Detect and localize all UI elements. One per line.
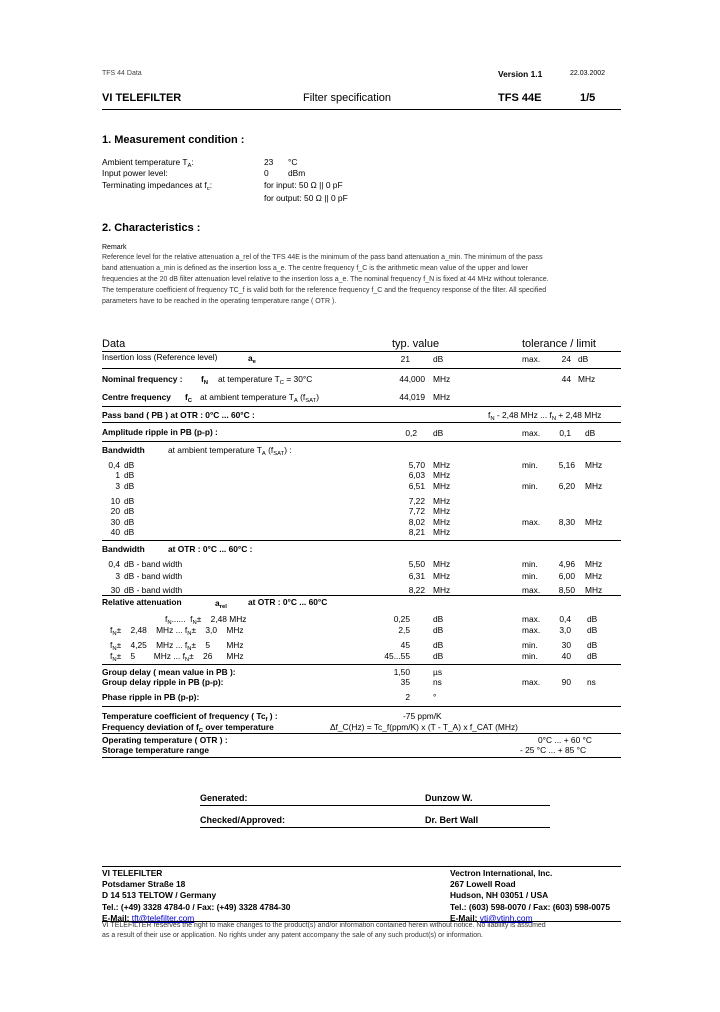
amplitude-ripple-lim: max. xyxy=(522,428,541,438)
input-power-label: Input power level: xyxy=(102,168,168,178)
row-divider xyxy=(102,733,621,734)
insertion-loss-unit: dB xyxy=(433,354,444,364)
footer-right-line: 267 Lowell Road xyxy=(450,879,516,890)
bandwidth-limval: 5,16 xyxy=(558,460,575,470)
group-delay-label: Group delay ripple in PB (p-p): xyxy=(102,677,224,687)
relative-attenuation-unit: dB xyxy=(433,625,444,635)
row-divider xyxy=(102,441,621,442)
relative-attenuation-limunit: dB xyxy=(587,614,598,624)
insertion-loss-limunit: dB xyxy=(578,354,589,364)
footer-left-email-line: E-Mail: tft@telefilter.com xyxy=(102,912,195,923)
footer-right-line: Tel.: (603) 598-0070 / Fax: (603) 598-0075 xyxy=(450,901,610,912)
relative-attenuation-lim: max. xyxy=(522,614,541,624)
header-doc-ref: TFS 44 Data xyxy=(102,70,142,77)
amplitude-ripple-unit: dB xyxy=(433,428,444,438)
relative-attenuation-lim: min. xyxy=(522,651,538,661)
bandwidth-lim: max. xyxy=(522,517,541,527)
bandwidth-level: 10 xyxy=(110,496,120,506)
amplitude-ripple-label: Amplitude ripple in PB (p-p) : xyxy=(102,427,218,437)
bandwidth-level-unit: dB xyxy=(124,517,135,527)
storage-temp-label: Storage temperature range xyxy=(102,745,210,755)
footer-left-line: Potsdamer Straße 18 xyxy=(102,879,186,890)
bandwidth-otr-level: 0,4 xyxy=(108,559,120,569)
ambient-temp-label: Ambient temperature $T_A$: xyxy=(102,157,194,169)
row-divider xyxy=(102,664,621,665)
table-header-typ: typ. value xyxy=(392,338,440,350)
relative-attenuation-range: $f_N\pm$ 4,25 MHz ... $f_N\pm$ 5 MHz xyxy=(110,640,244,652)
section2-heading: 2. Characteristics : xyxy=(102,222,201,234)
bandwidth-limval: 6,20 xyxy=(558,481,575,491)
bandwidth-level: 3 xyxy=(115,481,120,491)
bandwidth-level: 1 xyxy=(115,470,120,480)
group-delay-label: Phase ripple in PB (p-p): xyxy=(102,692,200,702)
insertion-loss-lim: max. xyxy=(522,354,541,364)
insertion-loss-typ: 21 xyxy=(400,354,410,364)
checked-by: Dr. Bert Wall xyxy=(425,815,479,825)
relative-attenuation-condition: at OTR : 0°C ... 60°C xyxy=(248,597,328,607)
header-date: 22.03.2002 xyxy=(570,70,606,77)
bandwidth-typ: 6,51 xyxy=(408,481,425,491)
ambient-temp-value: 23 xyxy=(264,157,274,167)
impedance-output: for output: 50 Ω || 0 pF xyxy=(264,193,348,203)
impedance-label: Terminating impedances at $f_c$: xyxy=(102,180,213,192)
remark-line: frequencies at the 20 dB filter attenuation level relative to the insertion loss a_e. The nominal frequency f_N is fixed at 44 MHz without tolerance. xyxy=(102,276,549,283)
relative-attenuation-typ: 0,25 xyxy=(393,614,410,624)
bandwidth-unit: MHz xyxy=(433,527,451,537)
row-divider xyxy=(102,368,621,369)
bandwidth-otr-typ: 6,31 xyxy=(408,571,425,581)
insertion-loss-limval: 24 xyxy=(561,354,571,364)
bandwidth-limunit: MHz xyxy=(585,517,603,527)
relative-attenuation-range: $f_N$...... $f_N\pm$ 2,48 MHz xyxy=(165,614,247,626)
bandwidth-typ: 7,72 xyxy=(408,506,425,516)
relative-attenuation-limunit: dB xyxy=(587,651,598,661)
bandwidth-otr-unit: MHz xyxy=(433,571,451,581)
generated-by: Dunzow W. xyxy=(425,793,473,803)
nominal-freq-unit: MHz xyxy=(433,374,451,384)
row-divider xyxy=(102,422,621,423)
nominal-freq-symbol: $f_N$ xyxy=(201,374,209,386)
insertion-loss-symbol: $a_e$ xyxy=(248,353,256,365)
group-delay-limval: 90 xyxy=(561,677,571,687)
footer-left-line: D 14 513 TELTOW / Germany xyxy=(102,890,217,901)
remark-line: Reference level for the relative attenuation a_rel of the TFS 44E is the minimum of the pass band attenuation a_min. The minimum of the pass xyxy=(102,254,543,261)
table-header-data: Data xyxy=(102,338,126,350)
pass-band-limit: $f_N - 2,48$ MHz ... $f_N + 2,48$ MHz xyxy=(488,410,602,422)
relative-attenuation-typ: 2,5 xyxy=(398,625,410,635)
group-delay-unit: µs xyxy=(433,667,443,677)
bandwidth-ambient-title: Bandwidth xyxy=(102,445,145,455)
bandwidth-otr-lim: min. xyxy=(522,571,538,581)
ambient-temp-unit: °C xyxy=(288,157,298,167)
bandwidth-level-unit: dB xyxy=(124,506,135,516)
bandwidth-otr-limval: 4,96 xyxy=(558,559,575,569)
header-company: VI TELEFILTER xyxy=(102,92,182,104)
nominal-freq-label: Nominal frequency : xyxy=(102,374,183,384)
row-divider xyxy=(102,706,621,707)
bandwidth-unit: MHz xyxy=(433,506,451,516)
operating-temp-label: Operating temperature ( OTR ) : xyxy=(102,735,228,745)
bandwidth-otr-lim: min. xyxy=(522,559,538,569)
footer-right-line: Vectron International, Inc. xyxy=(450,868,553,878)
group-delay-limunit: ns xyxy=(587,677,596,687)
bandwidth-level: 40 xyxy=(110,527,120,537)
bandwidth-ambient-condition: at ambient temperature $T_A$ $(f_{SAT})$ : xyxy=(168,445,292,457)
footer-left-line: VI TELEFILTER xyxy=(102,868,163,878)
insertion-loss-label: Insertion loss (Reference level) xyxy=(102,352,218,362)
bandwidth-unit: MHz xyxy=(433,481,451,491)
bandwidth-level: 20 xyxy=(110,506,120,516)
nominal-freq-limunit: MHz xyxy=(578,374,596,384)
bandwidth-lim: min. xyxy=(522,460,538,470)
bandwidth-limunit: MHz xyxy=(585,481,603,491)
bandwidth-otr-unit: MHz xyxy=(433,559,451,569)
remark-title: Remark xyxy=(102,244,127,251)
bandwidth-typ: 8,21 xyxy=(408,527,425,537)
bandwidth-typ: 6,03 xyxy=(408,470,425,480)
group-delay-lim: max. xyxy=(522,677,541,687)
bandwidth-unit: MHz xyxy=(433,517,451,527)
group-delay-typ: 2 xyxy=(405,692,410,702)
generated-label: Generated: xyxy=(200,793,248,803)
bandwidth-otr-level: 30 xyxy=(110,585,120,595)
centre-freq-unit: MHz xyxy=(433,392,451,402)
centre-freq-condition: at ambient temperature $T_A$ $(f_{SAT})$ xyxy=(200,392,320,404)
amplitude-ripple-limunit: dB xyxy=(585,428,596,438)
relative-attenuation-typ: 45...55 xyxy=(384,651,410,661)
centre-freq-label: Centre frequency xyxy=(102,392,171,402)
bandwidth-typ: 7,22 xyxy=(408,496,425,506)
footer-right-email-line: E-Mail: vti@vtinh.com xyxy=(450,912,533,923)
relative-attenuation-range: $f_N\pm$ 5 MHz ... $f_N\pm$ 26 MHz xyxy=(110,651,244,663)
bandwidth-level-unit: dB xyxy=(124,470,135,480)
relative-attenuation-symbol: $a_{rel}$ xyxy=(215,598,227,610)
bandwidth-level: 30 xyxy=(110,517,120,527)
bandwidth-typ: 5,70 xyxy=(408,460,425,470)
bandwidth-lim: min. xyxy=(522,481,538,491)
amplitude-ripple-limval: 0,1 xyxy=(559,428,571,438)
footer-left-email-link[interactable]: tft@telefilter.com xyxy=(131,912,195,923)
temp-coefficient-label: Temperature coefficient of frequency ( $Tc_f$ ) : xyxy=(102,711,278,723)
bandwidth-limval: 8,30 xyxy=(558,517,575,527)
input-power-unit: dBm xyxy=(288,168,306,178)
bandwidth-otr-level: 3 xyxy=(115,571,120,581)
bandwidth-otr-condition: at OTR : 0°C ... 60°C : xyxy=(168,544,253,554)
relative-attenuation-limunit: dB xyxy=(587,625,598,635)
header-part-number: TFS 44E xyxy=(498,92,542,104)
impedance-input: for input: 50 Ω || 0 pF xyxy=(264,180,343,190)
bandwidth-otr-typ: 8,22 xyxy=(408,585,425,595)
row-divider xyxy=(102,406,621,407)
bandwidth-limunit: MHz xyxy=(585,460,603,470)
bandwidth-otr-lim: max. xyxy=(522,585,541,595)
bandwidth-otr-limunit: MHz xyxy=(585,559,603,569)
header-page-number: 1/5 xyxy=(580,92,596,104)
relative-attenuation-limunit: dB xyxy=(587,640,598,650)
relative-attenuation-typ: 45 xyxy=(400,640,410,650)
remark-line: band attenuation a_min is defined as the insertion loss a_e. The centre frequency f_C is the arithmetic mean value of the upper and lower xyxy=(102,265,528,272)
nominal-freq-limval: 44 xyxy=(561,374,571,384)
relative-attenuation-title: Relative attenuation xyxy=(102,597,182,607)
amplitude-ripple-typ: 0,2 xyxy=(405,428,417,438)
bandwidth-otr-level-unit: dB - band width xyxy=(124,559,183,569)
operating-temp-value: 0°C ... + 60 °C xyxy=(538,735,592,745)
bandwidth-otr-limunit: MHz xyxy=(585,585,603,595)
bandwidth-level: 0,4 xyxy=(108,460,120,470)
bandwidth-otr-typ: 5,50 xyxy=(408,559,425,569)
relative-attenuation-limval: 40 xyxy=(561,651,571,661)
header-doc-title: Filter specification xyxy=(303,92,392,104)
checked-label: Checked/Approved: xyxy=(200,815,286,825)
bandwidth-unit: MHz xyxy=(433,460,451,470)
relative-attenuation-unit: dB xyxy=(433,614,444,624)
bandwidth-level-unit: dB xyxy=(124,527,135,537)
bandwidth-level-unit: dB xyxy=(124,460,135,470)
group-delay-unit: ns xyxy=(433,677,442,687)
header-divider xyxy=(102,109,621,110)
bandwidth-unit: MHz xyxy=(433,496,451,506)
header-version: Version 1.1 xyxy=(498,69,543,79)
centre-freq-typ: 44,019 xyxy=(399,392,425,402)
footer-right-email-link[interactable]: vti@vtinh.com xyxy=(479,912,533,923)
bandwidth-otr-limval: 6,00 xyxy=(558,571,575,581)
footer-right-line: Hudson, NH 03051 / USA xyxy=(450,890,549,901)
relative-attenuation-limval: 30 xyxy=(561,640,571,650)
checked-signature-line xyxy=(200,827,550,828)
relative-attenuation-lim: max. xyxy=(522,625,541,635)
group-delay-typ: 35 xyxy=(400,677,410,687)
generated-signature-line xyxy=(200,805,550,806)
relative-attenuation-limval: 3,0 xyxy=(559,625,571,635)
bandwidth-unit: MHz xyxy=(433,470,451,480)
footer-left-line: Tel.: (+49) 3328 4784-0 / Fax: (+49) 3328 4784-30 xyxy=(102,901,291,912)
disclaimer-line: VI TELEFILTER reserves the right to make changes to the product(s) and/or information contained herein without notice. No liability is assumed xyxy=(102,922,546,929)
bandwidth-otr-title: Bandwidth xyxy=(102,544,145,554)
bandwidth-otr-level-unit: dB - band width xyxy=(124,585,183,595)
bandwidth-otr-unit: MHz xyxy=(433,585,451,595)
relative-attenuation-unit: dB xyxy=(433,651,444,661)
bandwidth-otr-limval: 8,50 xyxy=(558,585,575,595)
group-delay-label: Group delay ( mean value in PB ): xyxy=(102,667,236,677)
freq-deviation-label: Frequency deviation of $f_C$ over temperature xyxy=(102,722,274,734)
section1-heading: 1. Measurement condition : xyxy=(102,134,245,146)
row-divider xyxy=(102,540,621,541)
footer-right-address xyxy=(450,868,610,924)
bandwidth-otr-level-unit: dB - band width xyxy=(124,571,183,581)
nominal-freq-condition: at temperature $T_C = 30^\circ C$ xyxy=(218,374,313,386)
table-bottom-divider xyxy=(102,757,621,758)
storage-temp-value: - 25 °C ... + 85 °C xyxy=(520,745,587,755)
group-delay-typ: 1,50 xyxy=(393,667,410,677)
disclaimer-line: as a result of their use or application. No rights under any patent accompany the sale of any such product(s) or information. xyxy=(102,932,483,939)
bandwidth-otr-limunit: MHz xyxy=(585,571,603,581)
bandwidth-level-unit: dB xyxy=(124,496,135,506)
table-header-tolerance: tolerance / limit xyxy=(522,338,596,350)
nominal-freq-typ: 44,000 xyxy=(399,374,425,384)
remark-line: The temperature coefficient of frequency TC_f is valid both for the reference frequency f_C and the frequency response of the filter. All specified xyxy=(102,287,547,294)
row-divider xyxy=(102,595,621,596)
group-delay-unit: ° xyxy=(433,692,437,702)
bandwidth-level-unit: dB xyxy=(124,481,135,491)
relative-attenuation-range: $f_N\pm$ 2,48 MHz ... $f_N\pm$ 3,0 MHz xyxy=(110,625,244,637)
remark-line: parameters have to be reached in the operating temperature range ( OTR ). xyxy=(102,298,337,305)
bandwidth-typ: 8,02 xyxy=(408,517,425,527)
relative-attenuation-unit: dB xyxy=(433,640,444,650)
footer-left-address xyxy=(102,868,290,924)
relative-attenuation-limval: 0,4 xyxy=(559,614,571,624)
temp-coefficient-value: -75 ppm/K xyxy=(403,711,442,721)
pass-band-label: Pass band ( PB ) at OTR : 0°C ... 60°C : xyxy=(102,410,255,420)
centre-freq-symbol: $f_C$ xyxy=(185,392,193,404)
freq-deviation-formula: Δf_C(Hz) = Tc_f(ppm/K) x (T - T_A) x f_CAT (MHz) xyxy=(330,722,518,732)
relative-attenuation-lim: min. xyxy=(522,640,538,650)
footer-divider xyxy=(102,866,621,867)
input-power-value: 0 xyxy=(264,168,269,178)
